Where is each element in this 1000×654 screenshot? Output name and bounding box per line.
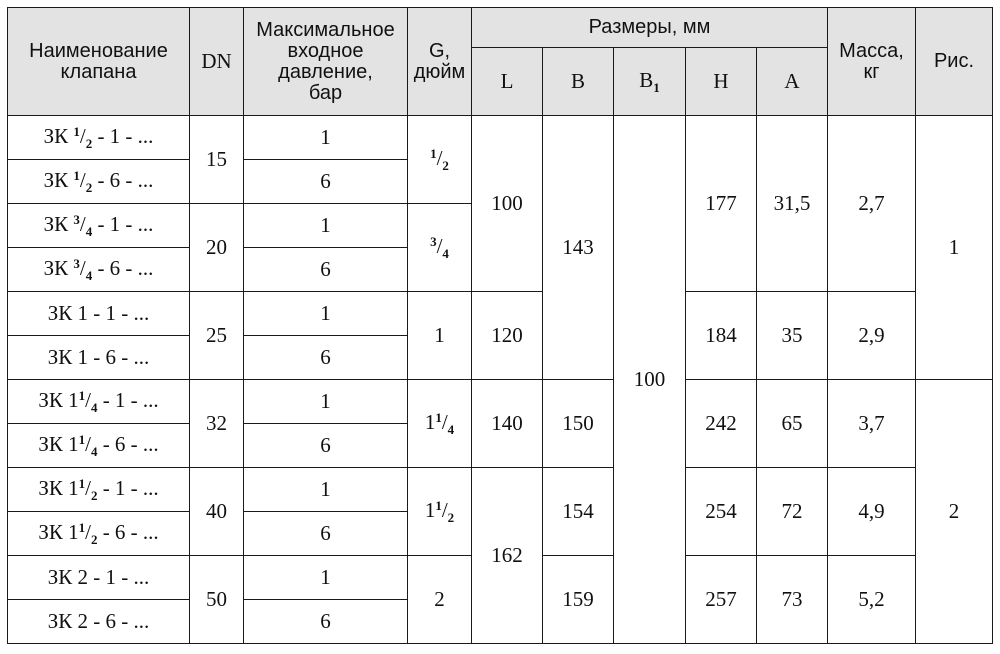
cell-L: 120 <box>472 292 543 380</box>
fraction-den: 2 <box>90 487 98 503</box>
cell-pressure: 1 <box>244 380 408 424</box>
cell-dn: 40 <box>190 468 244 556</box>
spec-table-container <box>7 7 993 644</box>
header-L: L <box>472 48 543 116</box>
header-mass: Масса, кг <box>828 8 916 116</box>
fraction-int: 1 <box>434 323 445 348</box>
cell-pressure: 1 <box>244 292 408 336</box>
fraction-int: 2 <box>434 587 445 612</box>
cell-valve-name: ЗК $^1/_2 - 1$ - ... <box>8 116 190 160</box>
cell-L: 100 <box>472 116 543 292</box>
cell-B: 150 <box>543 380 614 468</box>
fraction-den: 2 <box>442 157 449 173</box>
cell-valve-name: ЗК $1^1/_2 - 6$ - ... <box>8 512 190 556</box>
cell-pressure: 1 <box>244 116 408 160</box>
fraction-num: 1 <box>435 497 442 513</box>
fraction-den: 4 <box>447 421 455 437</box>
cell-A: 73 <box>757 556 828 644</box>
cell-g: $1^1/_2$ <box>408 468 472 556</box>
cell-pressure: 6 <box>244 424 408 468</box>
header-sizes: Размеры, мм <box>472 8 828 48</box>
cell-H: 184 <box>686 292 757 380</box>
cell-fig: 2 <box>916 380 993 644</box>
header-fig: Рис. <box>916 8 993 116</box>
cell-B: 143 <box>543 116 614 380</box>
cell-valve-name: ЗК 1 - 1 - ... <box>8 292 190 336</box>
fraction-int: 1 <box>68 431 79 456</box>
cell-H: 242 <box>686 380 757 468</box>
header-A: A <box>757 48 828 116</box>
fraction-den: 2 <box>90 531 98 547</box>
cell-H: 257 <box>686 556 757 644</box>
fraction-num: 3 <box>73 255 80 271</box>
fraction-den: 4 <box>85 267 93 283</box>
cell-g: $^1/_2$ <box>408 116 472 204</box>
fraction-num: 1 <box>78 519 86 535</box>
cell-valve-name: ЗК $1^1/_4 - 1$ - ... <box>8 380 190 424</box>
table-row <box>8 468 993 512</box>
fraction-num: 1 <box>73 167 80 183</box>
cell-B1: 100 <box>614 116 686 644</box>
cell-pressure: 1 <box>244 204 408 248</box>
fraction-num: 1 <box>435 409 442 425</box>
cell-valve-name: ЗК $1^1/_2 - 1$ - ... <box>8 468 190 512</box>
cell-B: 159 <box>543 556 614 644</box>
cell-L: 140 <box>472 380 543 468</box>
cell-pressure: 6 <box>244 248 408 292</box>
header-pressure: Максимальное входное давление, бар <box>244 8 408 116</box>
cell-A: 35 <box>757 292 828 380</box>
fraction-num: 1 <box>73 123 80 139</box>
cell-dn: 25 <box>190 292 244 380</box>
cell-mass: 2,9 <box>828 292 916 380</box>
fraction-int: 1 <box>424 409 436 434</box>
cell-mass: 4,9 <box>828 468 916 556</box>
fraction-num: 3 <box>430 233 437 249</box>
header-name: Наименование клапана <box>8 8 190 116</box>
cell-B: 154 <box>543 468 614 556</box>
cell-H: 254 <box>686 468 757 556</box>
header-B1: $B_1$ <box>614 48 686 116</box>
fraction-den: 4 <box>85 223 93 239</box>
cell-g: $^3/_4$ <box>408 204 472 292</box>
fraction-num: 3 <box>73 211 80 227</box>
fraction-num: 1 <box>78 431 86 447</box>
fraction-num: 1 <box>430 145 437 161</box>
cell-A: 72 <box>757 468 828 556</box>
fraction-den: 2 <box>85 179 93 195</box>
cell-mass: 2,7 <box>828 116 916 292</box>
cell-fig: 1 <box>916 116 993 380</box>
header-g: G, дюйм <box>408 8 472 116</box>
cell-pressure: 1 <box>244 468 408 512</box>
header-H: H <box>686 48 757 116</box>
cell-g: $1^1/_4$ <box>408 380 472 468</box>
fraction-int: 1 <box>424 497 436 522</box>
cell-dn: 20 <box>190 204 244 292</box>
cell-dn: 15 <box>190 116 244 204</box>
header-B: B <box>543 48 614 116</box>
header-dn: DN <box>190 8 244 116</box>
fraction-num: 1 <box>78 387 86 403</box>
cell-mass: 5,2 <box>828 556 916 644</box>
table-row <box>8 292 993 336</box>
cell-dn: 50 <box>190 556 244 644</box>
fraction-den: 2 <box>447 509 455 525</box>
cell-pressure: 6 <box>244 336 408 380</box>
fraction-int: 1 <box>68 475 79 500</box>
fraction-int: 1 <box>68 387 79 412</box>
cell-valve-name: ЗК $^3/_4 - 6$ - ... <box>8 248 190 292</box>
cell-valve-name: ЗК 2 - 6 - ... <box>8 600 190 644</box>
cell-valve-name: ЗК 1 - 6 - ... <box>8 336 190 380</box>
cell-pressure: 6 <box>244 512 408 556</box>
cell-valve-name: ЗК $1^1/_4 - 6$ - ... <box>8 424 190 468</box>
fraction-den: 2 <box>85 135 93 151</box>
fraction-num: 1 <box>78 475 86 491</box>
cell-pressure: 6 <box>244 600 408 644</box>
cell-pressure: 1 <box>244 556 408 600</box>
cell-dn: 32 <box>190 380 244 468</box>
cell-valve-name: ЗК 2 - 1 - ... <box>8 556 190 600</box>
cell-A: 31,5 <box>757 116 828 292</box>
fraction-den: 4 <box>442 245 449 261</box>
cell-valve-name: ЗК $^3/_4 - 1$ - ... <box>8 204 190 248</box>
table-row <box>8 380 993 424</box>
fraction-int: 1 <box>68 519 79 544</box>
cell-g <box>408 556 472 644</box>
fraction-den: 4 <box>90 399 98 415</box>
valve-spec-table <box>7 7 993 644</box>
cell-A: 65 <box>757 380 828 468</box>
cell-mass: 3,7 <box>828 380 916 468</box>
fraction-den: 4 <box>90 443 98 459</box>
cell-g <box>408 292 472 380</box>
cell-L: 162 <box>472 468 543 644</box>
cell-valve-name: ЗК $^1/_2 - 6$ - ... <box>8 160 190 204</box>
table-row <box>8 116 993 160</box>
cell-pressure: 6 <box>244 160 408 204</box>
cell-H: 177 <box>686 116 757 292</box>
